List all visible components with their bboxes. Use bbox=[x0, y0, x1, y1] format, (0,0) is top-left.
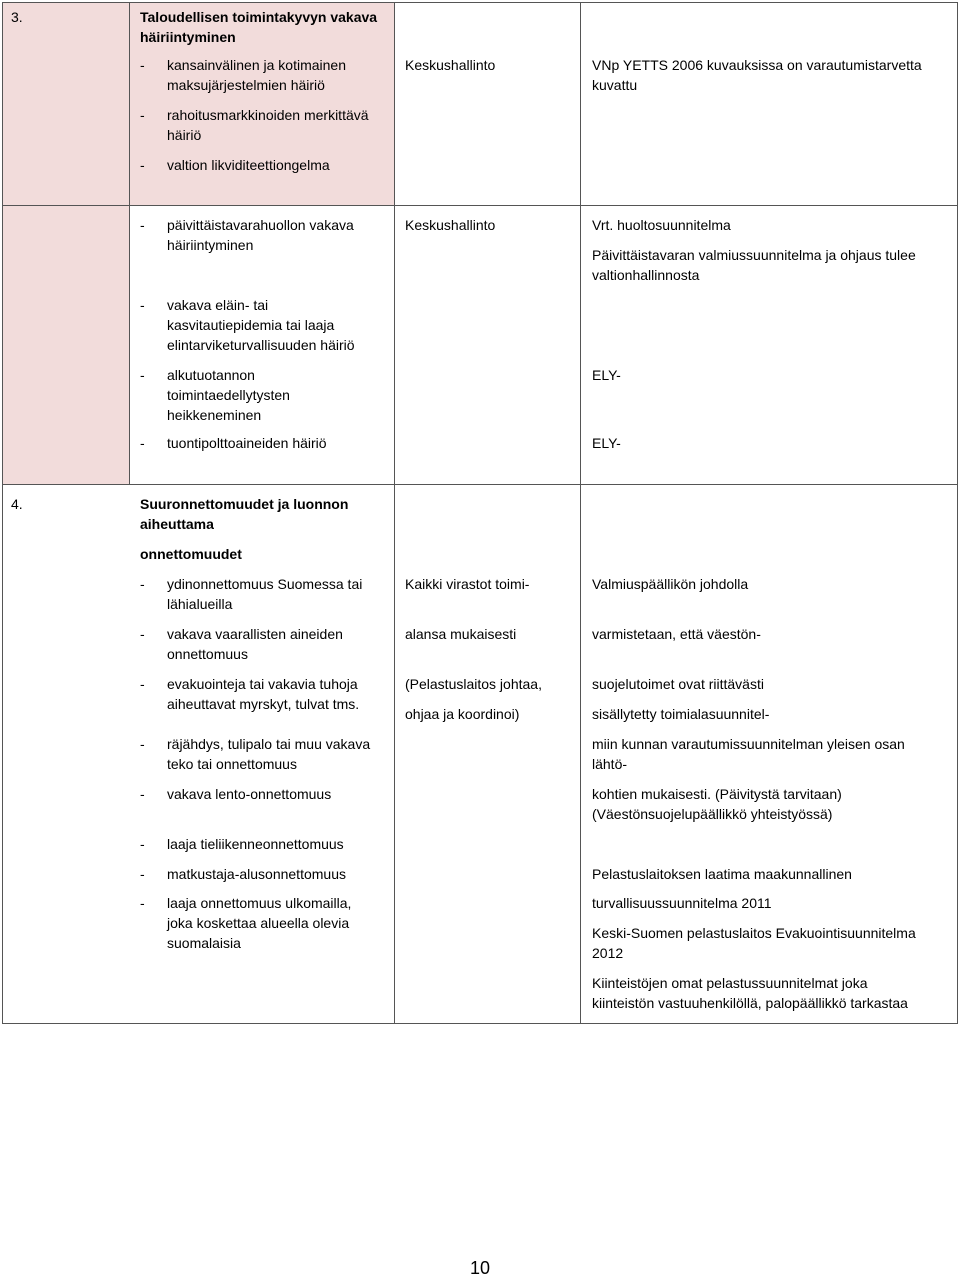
notes-text: ELY- bbox=[592, 435, 621, 451]
responsible-text: Keskushallinto bbox=[405, 57, 496, 73]
section-4-title-line2: aiheuttama bbox=[140, 516, 214, 532]
list-item-text: häiriö bbox=[167, 127, 202, 143]
section-4-title-line3: onnettomuudet bbox=[140, 546, 242, 562]
section-3b-items-cell bbox=[130, 206, 395, 484]
list-item bbox=[167, 215, 385, 235]
list-item-text: lähialueilla bbox=[167, 596, 233, 612]
list-item-text: heikkeneminen bbox=[167, 407, 262, 423]
section-3-notes-cell bbox=[581, 3, 958, 205]
list-item-text: onnettomuus bbox=[167, 646, 248, 662]
list-item-text: maksujärjestelmien häiriö bbox=[167, 77, 325, 93]
responsible-text: ohjaa ja koordinoi) bbox=[405, 706, 520, 722]
responsible-text: Kaikki virastot toimi- bbox=[405, 576, 530, 592]
section-3b-number-cell bbox=[3, 206, 130, 484]
section-4-items-cell bbox=[130, 485, 395, 1023]
notes-text: Kiinteistöjen omat pelastussuunnitelmat joka bbox=[592, 975, 868, 991]
notes-text: miin kunnan varautumissuunnitelman yleisen osan bbox=[592, 736, 905, 752]
section-3-number: 3. bbox=[11, 9, 23, 25]
notes-text: suojelutoimet ovat riittävästi bbox=[592, 676, 764, 692]
section-4-number: 4. bbox=[11, 496, 23, 512]
list-item-text: rahoitusmarkkinoiden merkittävä bbox=[167, 107, 369, 123]
notes-text: Päivittäistavaran valmiussuunnitelma ja ohjaus tulee bbox=[592, 247, 916, 263]
list-dash: - bbox=[140, 57, 145, 73]
responsible-text: (Pelastuslaitos johtaa, bbox=[405, 676, 542, 692]
list-item-text: päivittäistavarahuollon vakava bbox=[167, 217, 354, 233]
list-dash: - bbox=[140, 157, 145, 173]
list-item-text: valtion likviditeettiongelma bbox=[167, 157, 330, 173]
list-item-text: vakava lento-onnettomuus bbox=[167, 786, 332, 802]
notes-text: Keski-Suomen pelastuslaitos Evakuointisuunnitelma bbox=[592, 925, 916, 941]
list-item-text: häiriintyminen bbox=[167, 237, 254, 253]
list-dash: - bbox=[140, 297, 145, 313]
list-dash: - bbox=[140, 367, 145, 383]
list-dash: - bbox=[140, 576, 145, 592]
list-item-text: suomalaisia bbox=[167, 935, 241, 951]
section-3-row bbox=[2, 2, 958, 205]
section-4-responsible-cell bbox=[395, 485, 581, 1023]
notes-text: lähtö- bbox=[592, 756, 628, 772]
list-item-text: teko tai onnettomuus bbox=[167, 756, 297, 772]
section-3b-responsible-cell bbox=[395, 206, 581, 484]
section-4-notes-cell bbox=[581, 485, 958, 1023]
list-dash: - bbox=[140, 626, 145, 642]
list-item-text: elintarviketurvallisuuden häiriö bbox=[167, 337, 355, 353]
list-item-text: alkutuotannon bbox=[167, 367, 255, 383]
list-dash: - bbox=[140, 435, 145, 451]
notes-text: turvallisuussuunnitelma 2011 bbox=[592, 895, 772, 911]
notes-text: sisällytetty toimialasuunnitel- bbox=[592, 706, 770, 722]
notes-text: Vrt. huoltosuunnitelma bbox=[592, 217, 731, 233]
notes-text: 2012 bbox=[592, 945, 624, 961]
notes-text: VNp YETTS 2006 kuvauksissa on varautumistarvetta bbox=[592, 57, 922, 73]
section-3-responsible-cell bbox=[395, 3, 581, 205]
section-4-title-line1 bbox=[140, 494, 385, 514]
list-dash: - bbox=[140, 217, 145, 233]
list-item-text: kasvitautiepidemia tai laaja bbox=[167, 317, 335, 333]
list-item-text: evakuointeja tai vakavia tuhoja bbox=[167, 676, 358, 692]
list-item-text: ydinonnettomuus Suomessa tai bbox=[167, 576, 363, 592]
notes-text: kuvattu bbox=[592, 77, 638, 93]
list-item-text: toimintaedellytysten bbox=[167, 387, 290, 403]
section-3b-row bbox=[2, 205, 958, 484]
list-item-text: vakava vaarallisten aineiden bbox=[167, 626, 343, 642]
list-item-text: räjähdys, tulipalo tai muu vakava bbox=[167, 736, 371, 752]
list-item-text: matkustaja-alusonnettomuus bbox=[167, 866, 346, 882]
section-3-title-line1: Taloudellisen toimintakyvyn vakava bbox=[140, 9, 378, 25]
list-dash: - bbox=[140, 836, 145, 852]
section-4-number-cell bbox=[3, 485, 130, 1023]
notes-text: kohtien mukaisesti. (Päivitystä tarvitaan) bbox=[592, 786, 842, 802]
section-3-title-cell bbox=[130, 3, 395, 205]
list-dash: - bbox=[140, 107, 145, 123]
list-dash: - bbox=[140, 895, 145, 911]
section-3b-notes-cell bbox=[581, 206, 958, 484]
notes-text: (Väestönsuojelupäällikkö yhteistyössä) bbox=[592, 806, 833, 822]
list-item-text: kansainvälinen ja kotimainen bbox=[167, 57, 346, 73]
notes-text: ELY- bbox=[592, 367, 621, 383]
responsible-text: Keskushallinto bbox=[405, 217, 496, 233]
list-item-text: joka koskettaa alueella olevia bbox=[167, 915, 350, 931]
section-3-number-cell bbox=[3, 3, 130, 205]
list-dash: - bbox=[140, 736, 145, 752]
list-item-text: laaja tieliikenneonnettomuus bbox=[167, 836, 344, 852]
list-item-text: tuontipolttoaineiden häiriö bbox=[167, 435, 327, 451]
notes-text: Valmiuspäällikön johdolla bbox=[592, 576, 749, 592]
list-item-text: laaja onnettomuus ulkomailla, bbox=[167, 895, 352, 911]
list-dash: - bbox=[140, 676, 145, 692]
section-4-row bbox=[2, 484, 958, 1024]
risk-table bbox=[2, 2, 958, 1024]
list-dash: - bbox=[140, 786, 145, 802]
page-number: 10 bbox=[469, 1258, 491, 1278]
notes-text: kiinteistön vastuuhenkilöllä, palopäällikkö tarkastaa bbox=[592, 995, 908, 1011]
notes-text: varmistetaan, että väestön- bbox=[592, 626, 761, 642]
list-item bbox=[167, 55, 385, 75]
notes-text: Pelastuslaitoksen laatima maakunnallinen bbox=[592, 866, 852, 882]
section-3-title-line2: häiriintyminen bbox=[140, 29, 236, 45]
list-item-text: aiheuttavat myrskyt, tulvat tms. bbox=[167, 696, 360, 712]
list-dash: - bbox=[140, 866, 145, 882]
list-item-text: vakava eläin- tai bbox=[167, 297, 269, 313]
notes-text: valtionhallinnosta bbox=[592, 267, 700, 283]
section-4-title-text: Suuronnettomuudet ja luonnon bbox=[140, 496, 349, 512]
responsible-text: alansa mukaisesti bbox=[405, 626, 517, 642]
